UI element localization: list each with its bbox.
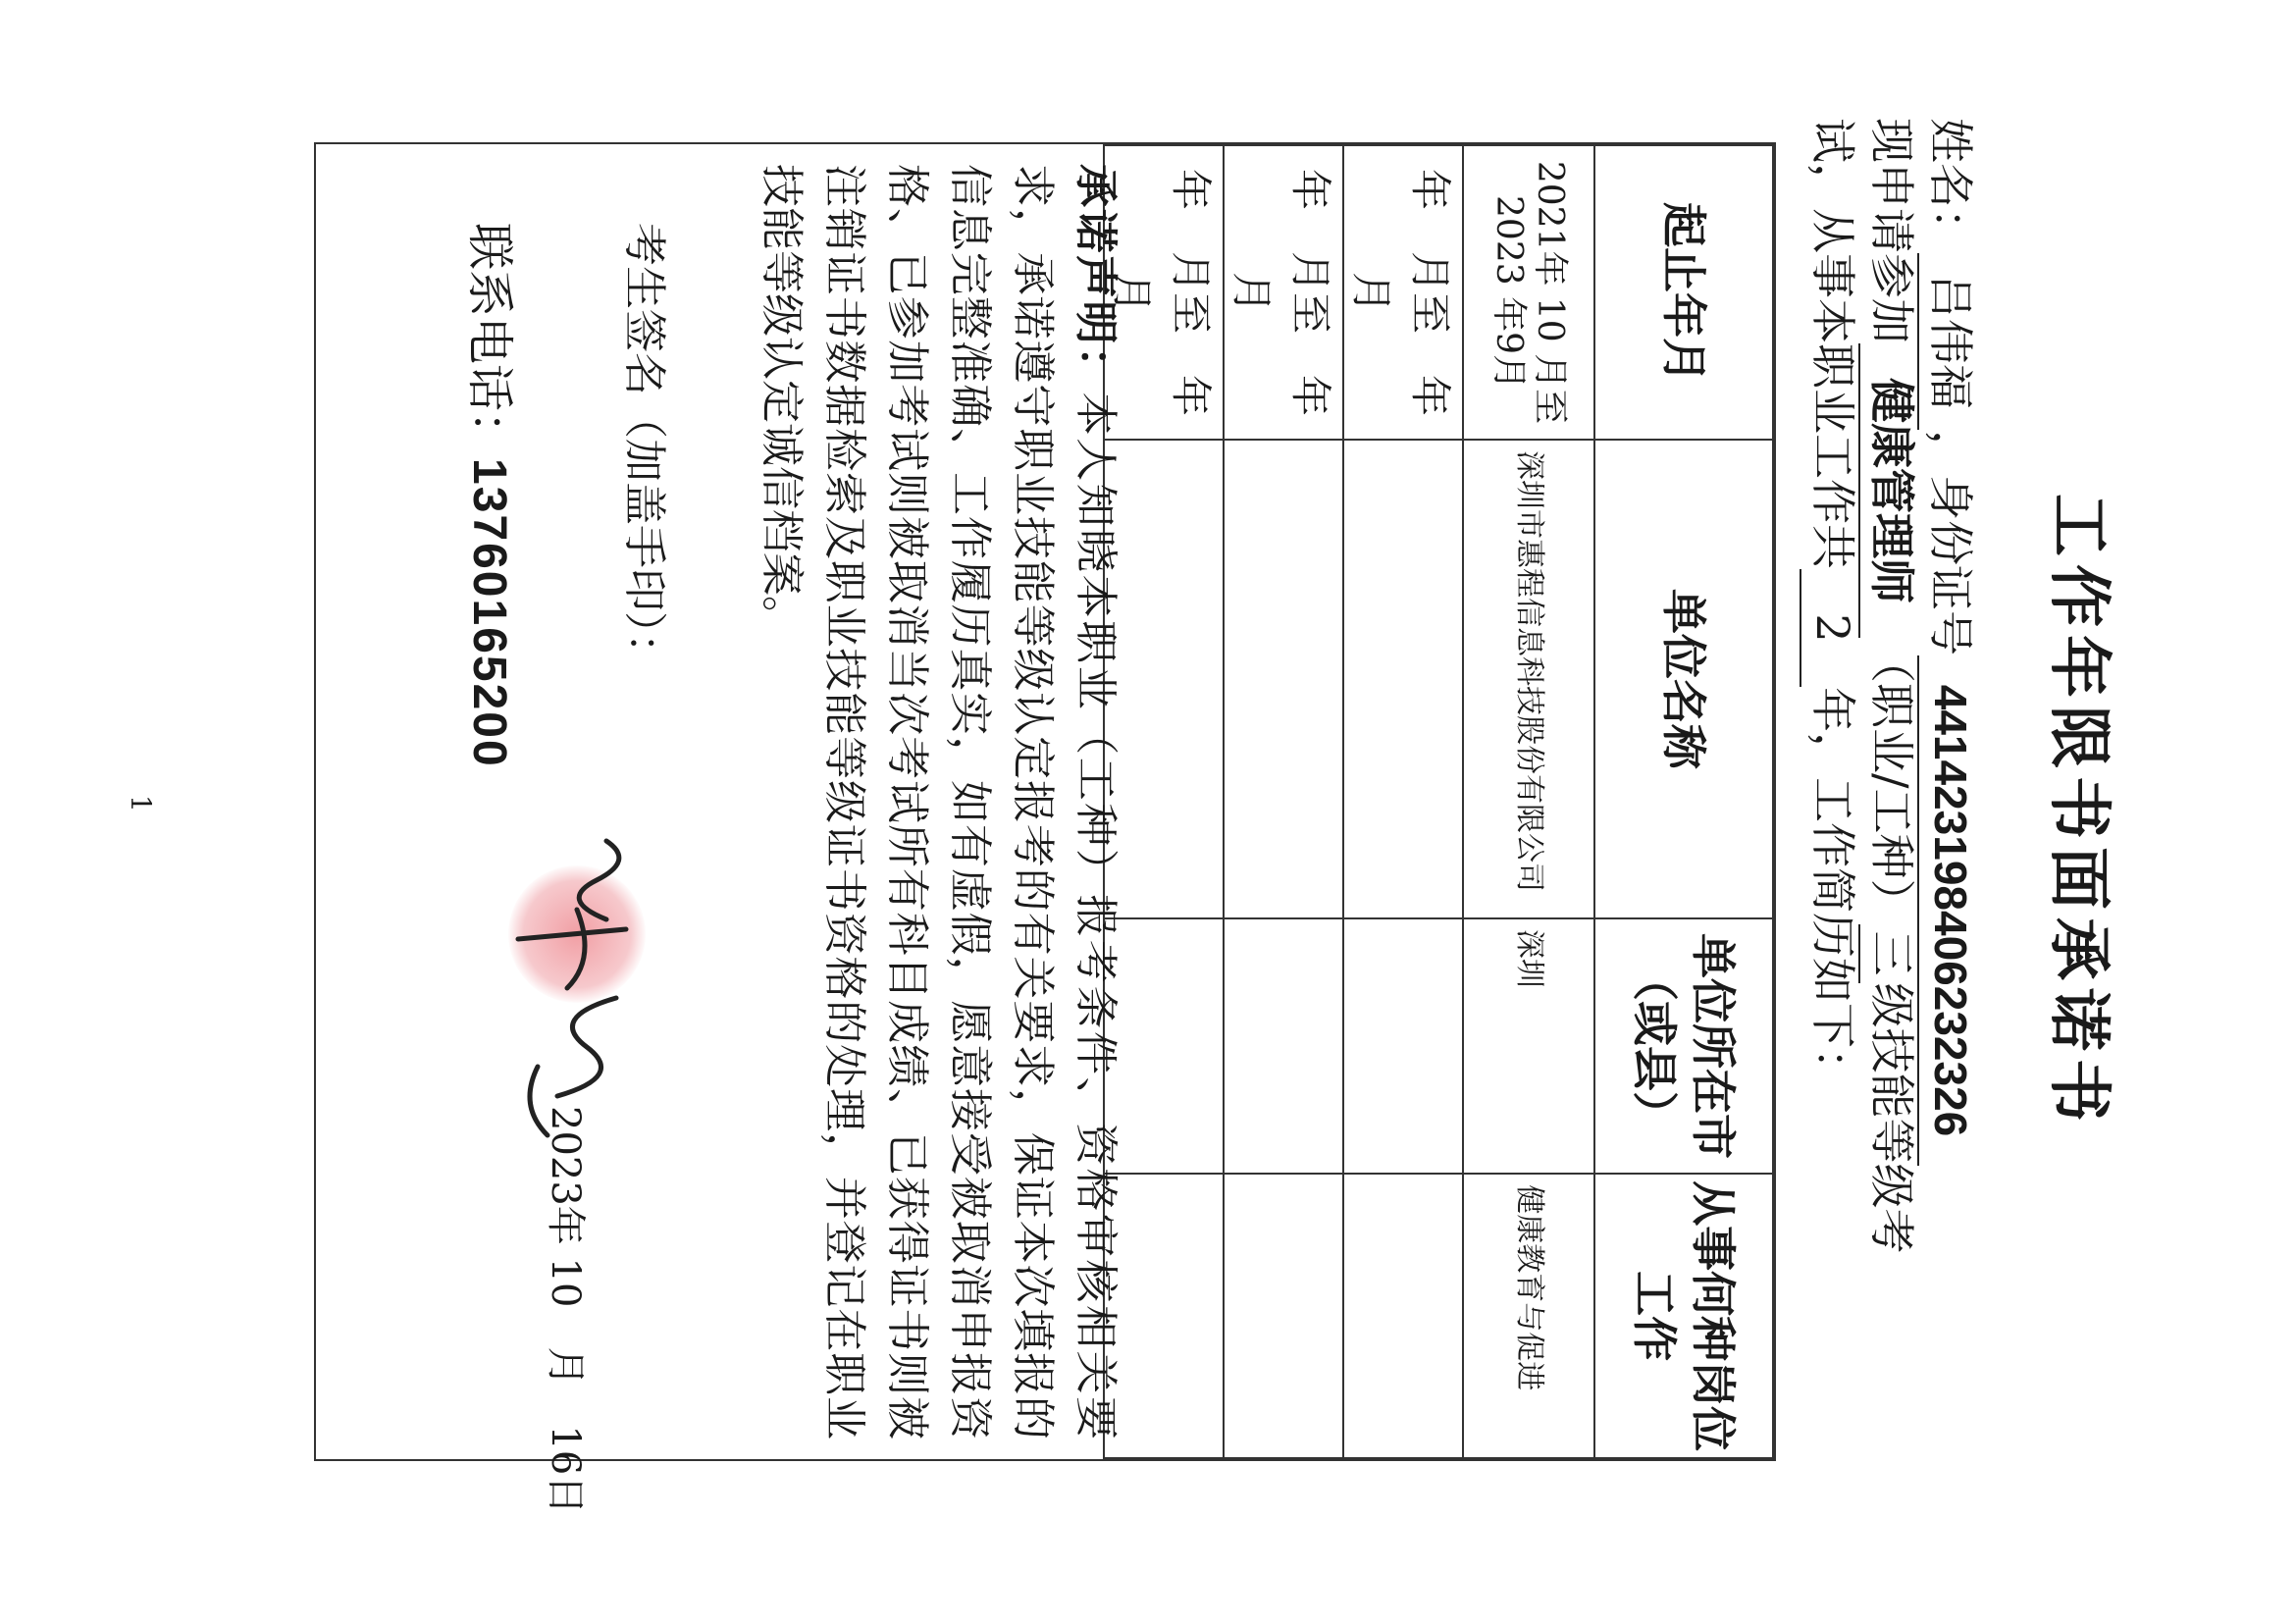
- row-unit: 深圳市惠程信息科技股份有限公司: [1463, 440, 1594, 918]
- page-number: 1: [125, 795, 157, 812]
- handwritten-signature: [469, 821, 665, 1155]
- pledge-heading: 承诺声明：: [1070, 164, 1121, 393]
- line3-suffix: 年，工作简历如下：: [1806, 687, 1859, 1093]
- row-period: 年 月至 年 月: [1224, 145, 1343, 440]
- intro-line-1: [1917, 118, 1982, 1541]
- contact-phone-line: [460, 223, 528, 768]
- row-city: 深圳: [1463, 918, 1594, 1174]
- table-row: [1343, 145, 1463, 1458]
- header-unit: 单位名称: [1594, 440, 1773, 918]
- phone-number: 13760165200: [463, 458, 515, 768]
- line3-prefix: 试，从事本职业工作共: [1806, 118, 1859, 569]
- signature-label: 考生签名（加盖手印）：: [619, 223, 669, 676]
- row-city: [1343, 918, 1463, 1174]
- apply-prefix: 现申请参加: [1865, 118, 1918, 343]
- name-label: 姓名：: [1924, 118, 1977, 253]
- row-post: 健康教育与促进: [1463, 1174, 1594, 1458]
- row-post: [1224, 1174, 1343, 1458]
- row-post: [1343, 1174, 1463, 1458]
- work-history-table: [1103, 144, 1774, 1459]
- name-value: 吕伟福: [1917, 253, 1982, 430]
- row-period: 年 月至 年 月: [1343, 145, 1463, 440]
- header-period: 起止年月: [1594, 145, 1773, 440]
- years-value: 2: [1800, 569, 1864, 687]
- row-period: 2021年 10 月至 2023 年9月: [1463, 145, 1594, 440]
- row-unit: [1224, 440, 1343, 918]
- id-label: ，身份证号: [1924, 430, 1977, 655]
- level-suffix: 级技能等级考: [1865, 982, 1918, 1254]
- phone-label: 联系电话：: [462, 223, 517, 459]
- table-row: [1224, 145, 1343, 1458]
- pledge-statement: [750, 164, 1126, 1440]
- occupation-suffix: （职业/工种）: [1865, 638, 1918, 924]
- pledge-text: 本人知晓本职业（工种）报考条件、资格审核相关要求，承诺遵守职业技能等级认定报考的有关要求，保证本次填报的信息完整准确、工作履历真实，如有虚假，愿意接受被取消申报资格、已参加考试则被取消当次考试所有科目成绩、已获得证书则被注销证书数据检索及职业技能等级证书资格的处理，并登记在职业技能等级认定诚信档案。: [757, 164, 1121, 1440]
- form-frame: [314, 142, 1776, 1515]
- level-value: 三: [1858, 924, 1923, 983]
- row-period: 年 月至 年 月: [1104, 145, 1224, 440]
- row-unit: [1343, 440, 1463, 918]
- intro-line-2: [1858, 118, 1923, 1541]
- intro-line-3: [1800, 118, 1864, 1541]
- document-title: 工作年限书面承诺书: [2042, 494, 2115, 1129]
- sign-date: 2023年 10 月 16日: [543, 1106, 588, 1515]
- row-city: [1224, 918, 1343, 1174]
- table-row: [1463, 145, 1594, 1458]
- header-city: 单位所在市（或县）: [1594, 918, 1773, 1174]
- occupation-value: 健康管理师: [1858, 343, 1923, 638]
- header-post: 从事何种岗位工作: [1594, 1174, 1773, 1458]
- table-header-row: [1594, 145, 1773, 1458]
- id-number-value: 441423198406232326: [1917, 655, 1982, 1166]
